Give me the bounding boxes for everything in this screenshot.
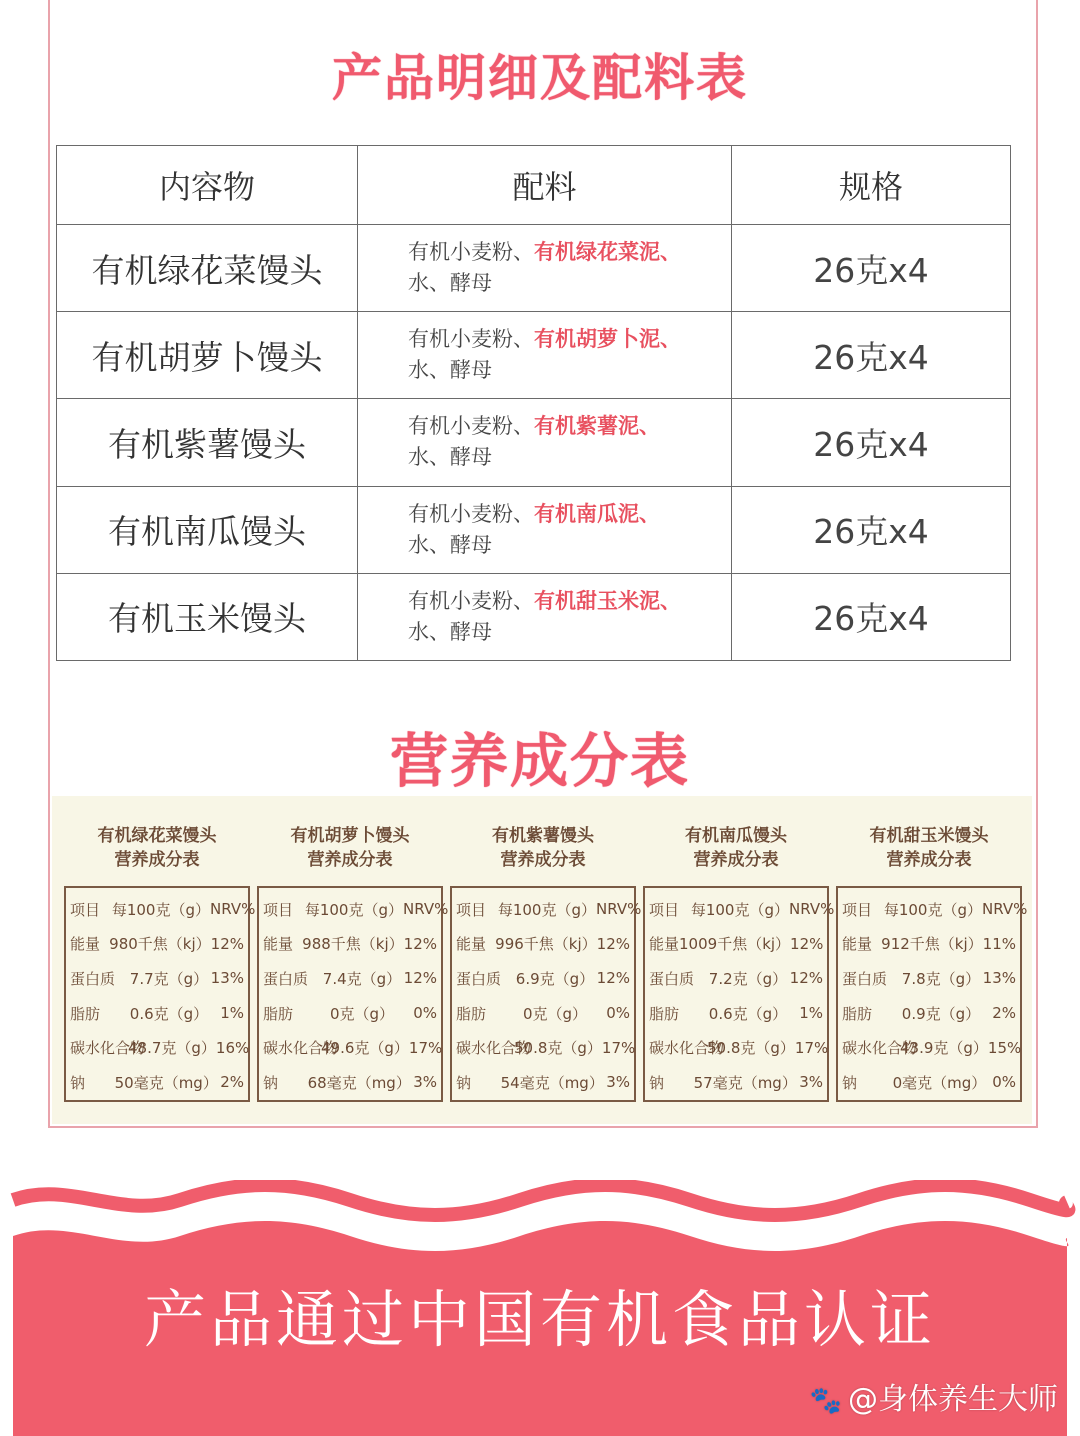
recipe-prefix: 有机小麦粉、 xyxy=(408,327,534,352)
nutrient-nrv: 2% xyxy=(220,1073,244,1092)
nutrient-amount: 0.6克（g） xyxy=(708,1004,788,1023)
nutrient-name: 蛋白质 xyxy=(70,969,116,988)
nutrition-row xyxy=(263,1065,437,1100)
nutrition-row xyxy=(70,996,244,1031)
nutrition-caption-sub: 营养成分表 xyxy=(500,850,586,870)
nutrient-amount: 43.9克（g） xyxy=(900,1039,988,1058)
nutrient-name: 钠 xyxy=(649,1073,665,1092)
nutrition-product-name: 有机南瓜馒头 xyxy=(685,826,787,846)
ingredient-row xyxy=(57,225,1011,312)
nutrient-name: 项目 xyxy=(649,900,680,919)
nutrient-name: 脂肪 xyxy=(842,1004,873,1023)
nutrient-amount: 57毫克（mg） xyxy=(693,1073,797,1092)
nutrient-amount: 912千焦（kj） xyxy=(881,935,983,954)
nutrient-name: 项目 xyxy=(70,900,101,919)
nutrient-name: 脂肪 xyxy=(456,1004,487,1023)
nutrition-row xyxy=(70,927,244,962)
nutrition-title: 营养成分表 xyxy=(389,727,690,795)
nutrition-block xyxy=(836,824,1028,1102)
nutrient-nrv: NRV% xyxy=(982,900,1028,919)
nutrient-name: 蛋白质 xyxy=(649,969,695,988)
recipe-prefix: 有机小麦粉、 xyxy=(408,501,534,526)
nutrient-name: 碳水化合物 xyxy=(263,1039,339,1058)
recipe-suffix: 水、酵母 xyxy=(408,619,492,644)
recipe-suffix: 水、酵母 xyxy=(408,445,492,470)
product-spec: 26克x4 xyxy=(732,399,1011,486)
nutrient-nrv: 12% xyxy=(596,969,630,988)
nutrition-row xyxy=(649,961,823,996)
nutrition-block xyxy=(257,824,449,1102)
nutrient-name: 能量 xyxy=(456,935,487,954)
nutrient-name: 钠 xyxy=(70,1073,86,1092)
nutrient-amount: 68毫克（mg） xyxy=(307,1073,411,1092)
nutrient-nrv: 0% xyxy=(413,1004,437,1023)
nutrient-amount: 6.9克（g） xyxy=(515,969,595,988)
nutrient-nrv: NRV% xyxy=(596,900,642,919)
recipe-highlight: 有机绿花菜泥、 xyxy=(534,240,681,265)
product-name: 有机紫薯馒头 xyxy=(57,399,358,486)
nutrient-amount: 0克（g） xyxy=(522,1004,588,1023)
nutrient-name: 蛋白质 xyxy=(263,969,309,988)
recipe-highlight: 有机南瓜泥、 xyxy=(534,501,660,526)
ingredient-row xyxy=(57,573,1011,660)
nutrient-amount: 48.7克（g） xyxy=(128,1039,216,1058)
ingredient-row xyxy=(57,486,1011,573)
nutrition-caption xyxy=(836,824,1022,886)
nutrient-amount: 0.6克（g） xyxy=(129,1004,209,1023)
nutrient-nrv: 12% xyxy=(403,934,437,953)
nutrient-amount: 每100克（g） xyxy=(690,900,789,919)
nutrition-caption xyxy=(64,824,250,886)
nutrient-nrv: 12% xyxy=(789,969,823,988)
nutrient-amount: 50.8克（g） xyxy=(707,1039,795,1058)
nutrition-row xyxy=(649,927,823,962)
nutrition-row xyxy=(263,927,437,962)
nutrient-nrv: 15% xyxy=(987,1038,1022,1057)
nutrient-amount: 0.9克（g） xyxy=(901,1004,981,1023)
nutrient-nrv: 17% xyxy=(408,1038,443,1057)
nutrient-name: 碳水化合物 xyxy=(456,1039,532,1058)
nutrient-nrv: 12% xyxy=(210,934,244,953)
recipe-cell xyxy=(358,312,732,399)
nutrition-row xyxy=(263,996,437,1031)
recipe-highlight: 有机胡萝卜泥、 xyxy=(534,327,681,352)
nutrition-row xyxy=(263,1030,443,1065)
nutrient-amount: 7.2克（g） xyxy=(708,969,788,988)
nutrition-caption-sub: 营养成分表 xyxy=(886,850,972,870)
nutrient-name: 能量 xyxy=(70,935,101,954)
nutrient-amount: 每100克（g） xyxy=(111,900,210,919)
nutrition-row xyxy=(649,892,835,927)
nutrition-caption xyxy=(450,824,636,886)
nutrition-row xyxy=(263,961,437,996)
nutrient-name: 能量 xyxy=(649,935,680,954)
nutrition-row xyxy=(70,1030,250,1065)
nutrient-name: 碳水化合物 xyxy=(70,1039,146,1058)
nutrition-caption-sub: 营养成分表 xyxy=(693,850,779,870)
nutrition-row xyxy=(842,927,1016,962)
ingredient-row xyxy=(57,399,1011,486)
nutrient-nrv: 16% xyxy=(215,1038,250,1057)
nutrient-amount: 980千焦（kj） xyxy=(109,935,211,954)
nutrient-amount: 7.8克（g） xyxy=(901,969,981,988)
nutrient-nrv: 12% xyxy=(403,969,437,988)
nutrition-table xyxy=(836,886,1028,1102)
nutrient-name: 脂肪 xyxy=(263,1004,294,1023)
nutrient-name: 钠 xyxy=(263,1073,279,1092)
nutrition-row xyxy=(70,961,244,996)
nutrition-row xyxy=(649,1065,823,1100)
nutrition-table xyxy=(643,886,835,1102)
nutrition-caption-sub: 营养成分表 xyxy=(307,850,393,870)
nutrition-product-name: 有机胡萝卜馒头 xyxy=(290,826,410,846)
nutrient-name: 项目 xyxy=(842,900,873,919)
recipe-cell xyxy=(358,225,732,312)
recipe-cell xyxy=(358,399,732,486)
nutrient-amount: 49.6克（g） xyxy=(321,1039,409,1058)
nutrient-nrv: 13% xyxy=(982,969,1016,988)
recipe-prefix: 有机小麦粉、 xyxy=(408,240,534,265)
nutrition-row xyxy=(649,1030,829,1065)
nutrition-block xyxy=(450,824,642,1102)
nutrition-row xyxy=(456,961,630,996)
nutrition-row xyxy=(70,892,256,927)
nutrition-row xyxy=(649,996,823,1031)
nutrient-nrv: 17% xyxy=(794,1038,829,1057)
nutrient-nrv: 3% xyxy=(799,1073,823,1092)
ingredient-row xyxy=(57,312,1011,399)
ingredients-table xyxy=(56,145,1011,661)
product-name: 有机玉米馒头 xyxy=(57,573,358,660)
nutrient-name: 蛋白质 xyxy=(842,969,888,988)
nutrient-amount: 50毫克（mg） xyxy=(114,1073,218,1092)
nutrient-nrv: 0% xyxy=(606,1004,630,1023)
nutrient-nrv: 12% xyxy=(596,934,630,953)
nutrient-name: 钠 xyxy=(842,1073,858,1092)
watermark-text: @身体养生大师 xyxy=(848,1382,1058,1417)
nutrition-row xyxy=(456,927,630,962)
nutrient-amount: 每100克（g） xyxy=(883,900,982,919)
nutrient-name: 碳水化合物 xyxy=(649,1039,725,1058)
nutrition-row xyxy=(842,961,1016,996)
product-spec: 26克x4 xyxy=(732,225,1011,312)
nutrient-amount: 50.8克（g） xyxy=(514,1039,602,1058)
nutrient-amount: 7.4克（g） xyxy=(322,969,402,988)
nutrient-name: 蛋白质 xyxy=(456,969,502,988)
recipe-prefix: 有机小麦粉、 xyxy=(408,414,534,439)
nutrition-row xyxy=(842,996,1016,1031)
nutrient-amount: 0毫克（mg） xyxy=(892,1073,987,1092)
paw-icon: 🐾 xyxy=(809,1386,842,1416)
nutrient-nrv: 11% xyxy=(982,934,1016,953)
nutrient-nrv: 17% xyxy=(601,1038,636,1057)
nutrition-table xyxy=(450,886,642,1102)
nutrition-row xyxy=(842,1030,1022,1065)
product-spec: 26克x4 xyxy=(732,573,1011,660)
product-spec: 26克x4 xyxy=(732,486,1011,573)
nutrition-row xyxy=(842,892,1028,927)
nutrient-name: 项目 xyxy=(456,900,487,919)
details-title: 产品明细及配料表 xyxy=(332,49,748,107)
nutrition-row xyxy=(456,892,642,927)
header-ingredients: 配料 xyxy=(358,146,732,225)
nutrition-row xyxy=(456,996,630,1031)
nutrition-caption xyxy=(643,824,829,886)
nutrition-row xyxy=(842,1065,1016,1100)
nutrition-product-name: 有机绿花菜馒头 xyxy=(97,826,217,846)
nutrient-amount: 7.7克（g） xyxy=(129,969,209,988)
nutrient-amount: 54毫克（mg） xyxy=(500,1073,604,1092)
nutrient-name: 脂肪 xyxy=(649,1004,680,1023)
nutrient-nrv: NRV% xyxy=(789,900,835,919)
recipe-suffix: 水、酵母 xyxy=(408,271,492,296)
nutrient-amount: 1009千焦（kj） xyxy=(679,935,791,954)
nutrient-amount: 0克（g） xyxy=(329,1004,395,1023)
certification-banner-text: 产品通过中国有机食品认证 xyxy=(143,1283,936,1356)
recipe-cell xyxy=(358,573,732,660)
nutrient-name: 碳水化合物 xyxy=(842,1039,918,1058)
nutrient-name: 能量 xyxy=(842,935,873,954)
header-contents: 内容物 xyxy=(57,146,358,225)
nutrient-nrv: 12% xyxy=(790,934,824,953)
wave-line-top xyxy=(13,1185,1068,1215)
nutrition-caption xyxy=(257,824,443,886)
nutrient-name: 钠 xyxy=(456,1073,472,1092)
nutrient-nrv: 13% xyxy=(210,969,244,988)
recipe-highlight: 有机甜玉米泥、 xyxy=(534,588,681,613)
recipe-suffix: 水、酵母 xyxy=(408,532,492,557)
nutrient-amount: 每100克（g） xyxy=(304,900,403,919)
header-spec: 规格 xyxy=(732,146,1011,225)
product-name: 有机胡萝卜馒头 xyxy=(57,312,358,399)
nutrient-nrv: 3% xyxy=(606,1073,630,1092)
nutrient-amount: 996千焦（kj） xyxy=(495,935,597,954)
recipe-highlight: 有机紫薯泥、 xyxy=(534,414,660,439)
nutrient-name: 能量 xyxy=(263,935,294,954)
nutrient-nrv: 0% xyxy=(992,1073,1016,1092)
nutrition-row xyxy=(456,1030,636,1065)
nutrition-table xyxy=(257,886,449,1102)
nutrient-nrv: NRV% xyxy=(403,900,449,919)
nutrient-nrv: 3% xyxy=(413,1073,437,1092)
nutrition-table xyxy=(64,886,256,1102)
nutrition-block xyxy=(64,824,256,1102)
nutrition-panel xyxy=(52,796,1032,1124)
recipe-prefix: 有机小麦粉、 xyxy=(408,588,534,613)
nutrient-name: 项目 xyxy=(263,900,294,919)
nutrition-row xyxy=(263,892,449,927)
ingredients-header-row xyxy=(57,146,1011,225)
nutrient-nrv: NRV% xyxy=(210,900,256,919)
product-name: 有机绿花菜馒头 xyxy=(57,225,358,312)
nutrient-nrv: 1% xyxy=(220,1004,244,1023)
product-spec: 26克x4 xyxy=(732,312,1011,399)
nutrition-product-name: 有机甜玉米馒头 xyxy=(869,826,989,846)
product-name: 有机南瓜馒头 xyxy=(57,486,358,573)
nutrient-name: 脂肪 xyxy=(70,1004,101,1023)
watermark xyxy=(810,1374,1058,1418)
recipe-cell xyxy=(358,486,732,573)
nutrient-amount: 每100克（g） xyxy=(497,900,596,919)
recipe-suffix: 水、酵母 xyxy=(408,358,492,383)
nutrition-block xyxy=(643,824,835,1102)
nutrition-row xyxy=(70,1065,244,1100)
nutrient-nrv: 2% xyxy=(992,1004,1016,1023)
nutrition-row xyxy=(456,1065,630,1100)
nutrition-caption-sub: 营养成分表 xyxy=(114,850,200,870)
nutrient-nrv: 1% xyxy=(799,1004,823,1023)
nutrient-amount: 988千焦（kj） xyxy=(302,935,404,954)
nutrition-product-name: 有机紫薯馒头 xyxy=(492,826,594,846)
